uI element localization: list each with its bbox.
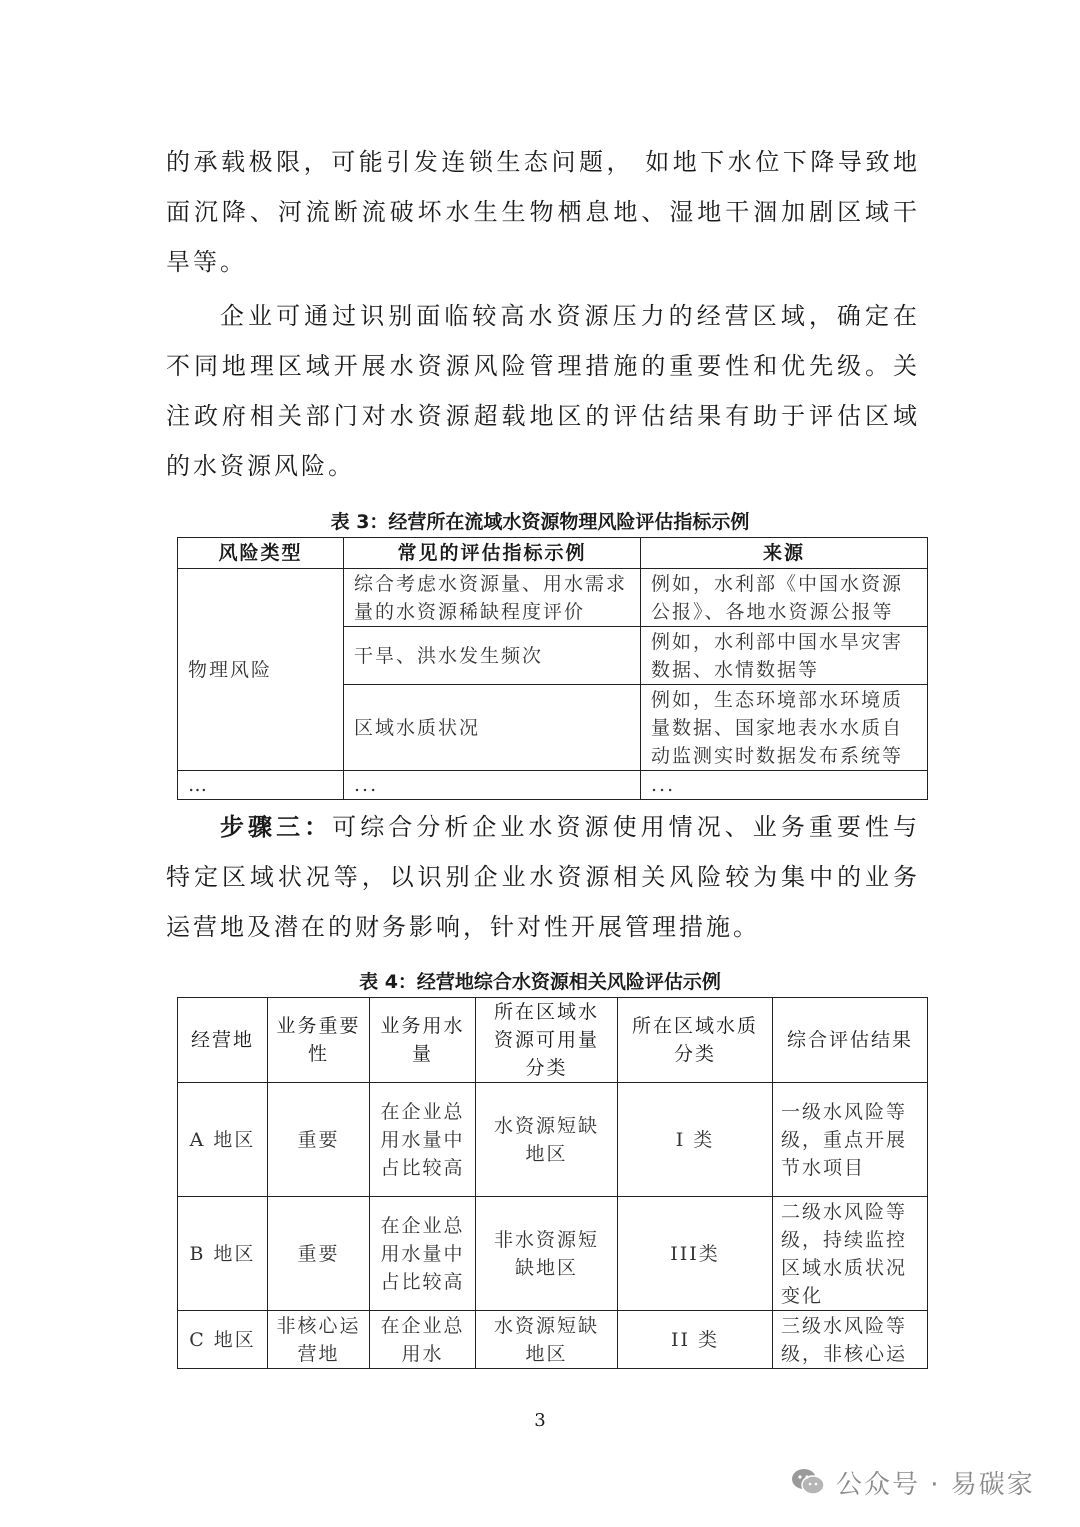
- table-header-row: [178, 998, 928, 1083]
- quality-cell: I 类: [618, 1083, 773, 1197]
- availability-cell: 水资源短缺地区: [476, 1083, 618, 1197]
- water-use-cell: 在企业总用水量中占比较高: [370, 1083, 476, 1197]
- indicator-cell: 区域水质状况: [344, 685, 641, 771]
- table-header-row: [178, 538, 928, 569]
- paragraph-1: 的承载极限，可能引发连锁生态问题， 如地下水位下降导致地面沉降、河流断流破坏水生生物栖息地、湿地干涸加剧区域干旱等。: [166, 148, 920, 276]
- table-3-caption: 表 3：经营所在流域水资源物理风险评估指标示例: [330, 511, 750, 533]
- table-3: [177, 537, 928, 800]
- quality-cell: III类: [618, 1197, 773, 1311]
- header-cell: 常见的评估指标示例: [344, 538, 641, 569]
- importance-cell: 重要: [268, 1083, 370, 1197]
- step-three-label: 步骤三：: [220, 812, 333, 841]
- source-cell: 例如，水利部中国水旱灾害数据、水情数据等: [641, 627, 928, 685]
- ellipsis-cell: …: [178, 771, 344, 800]
- water-use-cell: 在企业总用水: [370, 1311, 476, 1369]
- importance-cell: 重要: [268, 1197, 370, 1311]
- availability-cell: 水资源短缺地区: [476, 1311, 618, 1369]
- page-number: 3: [534, 1410, 546, 1431]
- header-cell: 业务重要性: [268, 998, 370, 1083]
- header-cell: 来源: [641, 538, 928, 569]
- table-row: [178, 569, 928, 627]
- watermark: [790, 1462, 1035, 1502]
- location-cell: A 地区: [178, 1083, 268, 1197]
- header-cell: 综合评估结果: [773, 998, 928, 1083]
- header-cell: 所在区域水质分类: [618, 998, 773, 1083]
- paragraph-3: [166, 802, 920, 952]
- indicator-cell: 干旱、洪水发生频次: [344, 627, 641, 685]
- wechat-icon: [790, 1467, 826, 1497]
- source-cell: 例如，生态环境部水环境质量数据、国家地表水水质自动监测实时数据发布系统等: [641, 685, 928, 771]
- table-4-caption: 表 4：经营地综合水资源相关风险评估示例: [359, 971, 721, 993]
- result-cell: 二级水风险等级，持续监控区域水质状况变化: [773, 1197, 928, 1311]
- location-cell: C 地区: [178, 1311, 268, 1369]
- paragraph-2: 企业可通过识别面临较高水资源压力的经营区域，确定在不同地理区域开展水资源风险管理措施的重要性和优先级。关注政府相关部门对水资源超载地区的评估结果有助于评估区域的水资源风险。: [166, 302, 920, 480]
- table-row: [178, 1083, 928, 1197]
- source-cell: 例如，水利部《中国水资源公报》、各地水资源公报等: [641, 569, 928, 627]
- water-use-cell: 在企业总用水量中占比较高: [370, 1197, 476, 1311]
- header-cell: 所在区域水资源可用量分类: [476, 998, 618, 1083]
- header-cell: 业务用水量: [370, 998, 476, 1083]
- header-cell: 经营地: [178, 998, 268, 1083]
- risk-type-cell: 物理风险: [178, 569, 344, 771]
- table-4: [177, 997, 928, 1369]
- table-row: [178, 1311, 928, 1369]
- ellipsis-cell: ...: [344, 771, 641, 800]
- indicator-cell: 综合考虑水资源量、用水需求量的水资源稀缺程度评价: [344, 569, 641, 627]
- location-cell: B 地区: [178, 1197, 268, 1311]
- quality-cell: II 类: [618, 1311, 773, 1369]
- table-row: [178, 771, 928, 800]
- importance-cell: 非核心运营地: [268, 1311, 370, 1369]
- watermark-text: 公众号 · 易碳家: [836, 1469, 1035, 1500]
- header-cell: 风险类型: [178, 538, 344, 569]
- result-cell: 一级水风险等级，重点开展节水项目: [773, 1083, 928, 1197]
- ellipsis-cell: ...: [641, 771, 928, 800]
- table-row: [178, 1197, 928, 1311]
- availability-cell: 非水资源短缺地区: [476, 1197, 618, 1311]
- step-three-text: 可综合分析企业水资源使用情况、业务重要性与特定区域状况等，以识别企业水资源相关风险较为集中的业务运营地及潜在的财务影响，针对性开展管理措施。: [166, 813, 921, 941]
- result-cell: 三级水风险等级，非核心运: [773, 1311, 928, 1369]
